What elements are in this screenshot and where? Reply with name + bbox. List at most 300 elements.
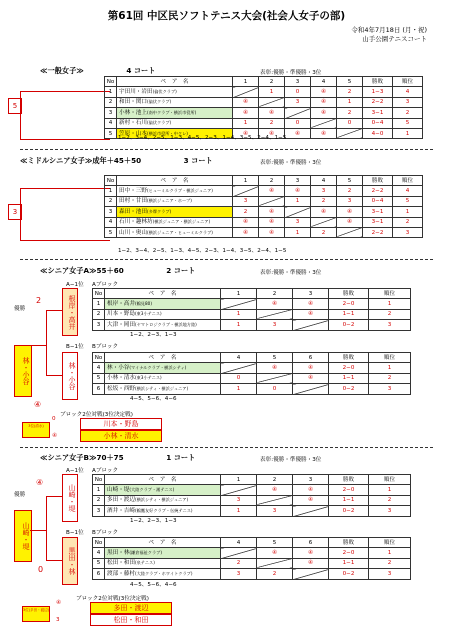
pair-club: (南中クラブ・横浜市役所) <box>146 109 197 115</box>
pair-club: (横浜市役所・中クレ) <box>146 130 188 136</box>
col-6: 6 <box>293 538 329 548</box>
pair-club: (大陸クラブ・ホワイトクラブ) <box>134 570 193 576</box>
record-cell: 2−0 <box>329 548 369 558</box>
col-no: No <box>93 353 105 363</box>
round-robin-table-open <box>104 76 423 139</box>
score-cell: 1 <box>285 227 311 237</box>
table-row <box>105 196 423 206</box>
pair-players: 田村・甘田 <box>119 198 147 205</box>
col-4: 4 <box>311 77 337 87</box>
table-row <box>93 309 411 319</box>
pair-name <box>117 207 233 217</box>
pair-players: 宇田川・岩田 <box>119 89 153 96</box>
col-no: No <box>105 176 117 186</box>
pair-name <box>117 196 233 206</box>
rank-cell: 1 <box>369 485 411 495</box>
col-record: 勝敗 <box>363 176 393 186</box>
col-2: 2 <box>259 77 285 87</box>
score-cell: 1 <box>233 118 259 128</box>
score-cell: 2 <box>337 108 363 118</box>
table-row <box>93 569 411 579</box>
score-cell: ④ <box>311 207 337 217</box>
col-3: 3 <box>293 475 329 485</box>
col-3: 3 <box>285 77 311 87</box>
final-score-a: 2 <box>36 296 42 305</box>
score-cell: 1 <box>221 309 257 319</box>
score-cell: 1 <box>221 320 257 330</box>
rank-cell: 1 <box>393 128 423 138</box>
pair-players: 山崎・堤 <box>107 487 130 494</box>
page-title: 第61回 中区民ソフトテニス大会(社会人女子の部) <box>107 10 346 22</box>
table-row <box>105 97 423 107</box>
pair-players: 川本・野島 <box>107 311 135 318</box>
col-rank: 順位 <box>369 353 411 363</box>
score-cell <box>285 207 311 217</box>
event-venue: 山手公園テニスコート <box>362 35 427 43</box>
third-score-a: 0 <box>52 416 56 422</box>
match-order: 1−2、2−3、1−3 <box>130 518 177 524</box>
round-robin-table-middle-senior <box>104 175 423 238</box>
record-cell: 0−2 <box>329 569 369 579</box>
pair-players: 大津・岡田 <box>107 321 135 328</box>
row-no: 1 <box>93 485 105 495</box>
table-row <box>93 373 411 383</box>
col-1: 1 <box>233 77 259 87</box>
champion-pair: 林・小谷 <box>14 345 32 397</box>
rank-cell: 1 <box>393 207 423 217</box>
finalist-a: 山崎・堤 <box>62 474 78 522</box>
pair-name <box>105 548 221 558</box>
score-cell: ④ <box>259 108 285 118</box>
rank-cell: 1 <box>369 363 411 373</box>
pair-name <box>105 558 221 568</box>
row-no: 3 <box>93 320 105 330</box>
col-pair: ペ ア 名 <box>117 176 233 186</box>
table-header <box>105 77 423 87</box>
score-cell: 3 <box>233 196 259 206</box>
score-cell: 2 <box>337 87 363 97</box>
col-pair: ペ ア 名 <box>105 289 221 299</box>
finalist-b: 黒田・林 <box>62 537 78 585</box>
pair-players: 小林・清水 <box>107 375 135 382</box>
rank-cell: 2 <box>369 558 411 568</box>
col-no: No <box>105 77 117 87</box>
table-row <box>105 207 423 217</box>
col-no: No <box>93 475 105 485</box>
section-divider <box>20 259 433 260</box>
score-cell: ④ <box>233 217 259 227</box>
score-cell: ④ <box>259 207 285 217</box>
score-cell <box>259 196 285 206</box>
row-no: 2 <box>93 495 105 505</box>
score-cell: 3 <box>285 97 311 107</box>
third-place-b: 松田・和田 <box>90 614 172 626</box>
table-row <box>105 227 423 237</box>
col-6: 6 <box>293 353 329 363</box>
pair-name <box>105 299 221 309</box>
pair-club: (東3小テニス) <box>134 375 162 381</box>
bracket-line <box>20 188 110 189</box>
pair-club: (横浜ジュニア・ヒューミルクラブ) <box>146 229 213 235</box>
row-no: 4 <box>105 217 117 227</box>
winner-box: 3 <box>8 204 22 220</box>
rank-cell: 2 <box>369 495 411 505</box>
col-5: 5 <box>257 538 293 548</box>
block-a-label: Aブロック <box>92 468 119 474</box>
champion-pair: 山崎・堤 <box>14 510 32 562</box>
pair-club: (倫伏クラブ) <box>146 99 172 105</box>
court-label: コート <box>133 66 156 75</box>
bracket-line <box>20 91 21 139</box>
score-cell <box>257 309 293 319</box>
row-no: 1 <box>105 186 117 196</box>
pair-name <box>117 108 233 118</box>
score-cell <box>337 128 363 138</box>
pair-name <box>117 217 233 227</box>
col-3: 3 <box>285 176 311 186</box>
winner-box: 5 <box>8 98 22 114</box>
col-4: 4 <box>311 176 337 186</box>
pair-players: 林・小谷 <box>107 365 130 372</box>
rank-cell: 3 <box>393 227 423 237</box>
score-cell: 2 <box>233 207 259 217</box>
third-score-b: ④ <box>52 433 58 439</box>
table-row <box>93 485 411 495</box>
block-b-label: Bブロック <box>92 344 119 350</box>
pair-players: 酒井・吉崎 <box>107 507 135 514</box>
pair-name <box>105 569 221 579</box>
row-no: 1 <box>105 87 117 97</box>
pair-players: 黒田・林 <box>107 550 130 557</box>
score-cell: 2 <box>221 558 257 568</box>
record-cell: 1−1 <box>329 495 369 505</box>
col-rank: 順位 <box>393 77 423 87</box>
score-cell <box>337 227 363 237</box>
rank-cell: 3 <box>369 506 411 516</box>
pair-club: (マイナルクラブ・横浜シティ) <box>129 365 187 371</box>
col-3: 3 <box>293 289 329 299</box>
score-cell: 0 <box>221 373 257 383</box>
pair-club: (横浜ジュニア・横浜ジュニア) <box>152 219 211 225</box>
score-cell <box>221 548 257 558</box>
pair-club: (倫伏クラブ) <box>152 89 177 95</box>
seed-label-b: B−1位 <box>66 530 84 536</box>
pair-name <box>105 320 221 330</box>
score-cell <box>311 217 337 227</box>
score-cell: 2 <box>311 196 337 206</box>
section-title-middle-senior <box>20 156 213 166</box>
col-rank: 順位 <box>369 289 411 299</box>
score-cell: ④ <box>259 227 285 237</box>
score-cell: ④ <box>337 217 363 227</box>
record-cell: 0−4 <box>363 196 393 206</box>
record-cell: 2−2 <box>363 97 393 107</box>
table-header <box>105 176 423 186</box>
col-5: 5 <box>337 77 363 87</box>
score-cell: ④ <box>311 128 337 138</box>
col-record: 勝敗 <box>329 538 369 548</box>
pair-club: (横浜シティ・横浜ジュニア) <box>134 497 189 503</box>
court-label: コート <box>173 266 196 275</box>
col-1: 1 <box>221 475 257 485</box>
score-cell <box>293 384 329 394</box>
record-cell: 1−1 <box>329 558 369 568</box>
score-cell: ④ <box>293 485 329 495</box>
final-score-b: ④ <box>34 400 42 409</box>
rank-cell: 3 <box>369 320 411 330</box>
record-cell: 3−1 <box>363 217 393 227</box>
score-cell: 0 <box>285 118 311 128</box>
row-no: 3 <box>105 108 117 118</box>
section-title-senior-a <box>40 266 195 276</box>
champion-label: 優勝 <box>14 492 26 498</box>
score-cell: 1 <box>285 196 311 206</box>
score-cell: 3 <box>257 506 293 516</box>
score-cell: ④ <box>259 128 285 138</box>
pair-name <box>117 118 233 128</box>
block-a-table-senior-a <box>92 288 411 331</box>
record-cell: 2−2 <box>363 186 393 196</box>
score-cell: ④ <box>285 186 311 196</box>
pair-club: (泉テニス) <box>134 560 155 566</box>
score-cell: ④ <box>311 97 337 107</box>
rank-cell: 3 <box>369 384 411 394</box>
table-row <box>105 118 423 128</box>
score-cell: ④ <box>257 363 293 373</box>
record-cell: 1−1 <box>329 309 369 319</box>
score-cell: 1 <box>221 506 257 516</box>
col-2: 2 <box>257 475 293 485</box>
score-cell: ④ <box>293 363 329 373</box>
block-a-table-senior-b <box>92 474 411 517</box>
col-1: 1 <box>233 176 259 186</box>
score-cell: 0 <box>337 118 363 128</box>
score-cell <box>311 118 337 128</box>
col-record: 勝敗 <box>363 77 393 87</box>
table-header <box>93 475 411 485</box>
seed-label-b: B−1位 <box>66 344 84 350</box>
score-cell: 3 <box>257 320 293 330</box>
score-cell: ④ <box>337 207 363 217</box>
third-score-a: ④ <box>56 600 62 606</box>
rank-cell: 3 <box>393 97 423 107</box>
record-cell: 2−0 <box>329 299 369 309</box>
award-note: 表彰:優勝・準優勝・3位 <box>260 270 322 276</box>
court-number: 2 <box>166 266 172 275</box>
table-row <box>93 558 411 568</box>
record-cell: 0−2 <box>329 320 369 330</box>
row-no: 6 <box>93 569 105 579</box>
pair-name <box>105 506 221 516</box>
final-score-b: 0 <box>38 565 44 574</box>
table-row <box>93 299 411 309</box>
pair-players: 小林・池上 <box>119 109 147 116</box>
third-place-winner: 3位(多田・渡辺) <box>22 606 50 622</box>
score-cell: ④ <box>233 227 259 237</box>
bracket-line <box>20 91 110 92</box>
pair-players: 新村・石川 <box>119 120 147 127</box>
pair-players: 石川・趣林坊 <box>119 219 153 226</box>
table-header <box>93 289 411 299</box>
record-cell: 2−0 <box>329 363 369 373</box>
section-name: ≪シニア女子B≫70＋75 <box>40 453 124 462</box>
score-cell <box>233 186 259 196</box>
col-record: 勝敗 <box>329 475 369 485</box>
pair-name <box>105 495 221 505</box>
pair-club: (ヤマトロジクラブ・横浜地方陸) <box>134 321 197 327</box>
table-row <box>105 87 423 97</box>
section-divider <box>20 447 433 448</box>
pair-players: 笠原・山本 <box>119 130 147 137</box>
score-cell <box>293 569 329 579</box>
bracket-line <box>46 496 47 561</box>
record-cell: 0−4 <box>363 118 393 128</box>
block-b-table-senior-a <box>92 352 411 395</box>
score-cell: 3 <box>221 569 257 579</box>
seed-label-a: A−1位 <box>66 282 84 288</box>
bracket-line <box>30 530 46 531</box>
score-cell: 2 <box>257 569 293 579</box>
table-row <box>93 384 411 394</box>
event-date: 令和4年7月18日 (月・祝) <box>351 26 427 34</box>
score-cell: ④ <box>257 299 293 309</box>
score-cell: ④ <box>311 87 337 97</box>
pair-players: 渡部・藤村 <box>107 570 135 577</box>
block-b-label: Bブロック <box>92 530 119 536</box>
rank-cell: 4 <box>393 87 423 97</box>
bracket-line <box>20 240 110 241</box>
award-note: 表彰:優勝・準優勝・3位 <box>260 160 322 166</box>
third-place-a: 川本・野島 <box>80 418 162 430</box>
record-cell: 2−2 <box>363 227 393 237</box>
score-cell: ④ <box>293 495 329 505</box>
table-header <box>93 538 411 548</box>
table-row <box>93 548 411 558</box>
finalist-a: 根岸・高井 <box>62 288 78 336</box>
pair-name <box>105 373 221 383</box>
final-score-a: ④ <box>36 478 44 487</box>
table-row <box>105 108 423 118</box>
score-cell: 3 <box>221 495 257 505</box>
bracket-line <box>46 560 62 561</box>
row-no: 6 <box>93 384 105 394</box>
table-row <box>93 495 411 505</box>
pair-club: (多摩クラブ) <box>146 208 172 214</box>
score-cell: ④ <box>233 97 259 107</box>
pair-name <box>117 227 233 237</box>
score-cell: ④ <box>311 108 337 118</box>
row-no: 4 <box>105 118 117 128</box>
score-cell <box>257 373 293 383</box>
score-cell: ④ <box>285 128 311 138</box>
table-row <box>105 186 423 196</box>
score-cell: 3 <box>337 196 363 206</box>
pair-club: (倫伏クラブ) <box>146 120 172 126</box>
row-no: 4 <box>93 548 105 558</box>
pair-name <box>117 97 233 107</box>
rank-cell: 1 <box>369 548 411 558</box>
score-cell: 2 <box>259 118 285 128</box>
row-no: 5 <box>93 373 105 383</box>
pair-club: (横浜シティ・横浜ジュニア) <box>134 385 189 391</box>
row-no: 4 <box>93 363 105 373</box>
section-name: ≪ミドルシニア女子≫成年＋45＋50 <box>20 156 142 165</box>
score-cell: ④ <box>293 548 329 558</box>
table-row <box>105 217 423 227</box>
score-cell <box>257 495 293 505</box>
bracket-line <box>20 188 21 240</box>
pair-club: (鎌倉福祉クラブ) <box>129 550 162 556</box>
pair-players: 和田・関口 <box>119 99 147 106</box>
score-cell: ④ <box>293 309 329 319</box>
section-name: ≪一般女子≫ <box>40 66 84 75</box>
col-5: 5 <box>257 353 293 363</box>
pair-name <box>105 309 221 319</box>
seed-label-a: A−1位 <box>66 468 84 474</box>
score-cell: ④ <box>257 485 293 495</box>
row-no: 5 <box>105 128 117 138</box>
score-cell: 1 <box>337 97 363 107</box>
event-date-venue <box>351 26 427 44</box>
rank-cell: 4 <box>393 186 423 196</box>
rank-cell: 2 <box>369 373 411 383</box>
section-title-senior-b <box>40 453 195 463</box>
col-record: 勝敗 <box>329 353 369 363</box>
pair-players: 松田・和田 <box>107 560 135 567</box>
col-4: 4 <box>221 538 257 548</box>
score-cell <box>221 485 257 495</box>
rank-cell: 5 <box>393 118 423 128</box>
section-name: ≪シニア女子A≫55＋60 <box>40 266 124 275</box>
col-2: 2 <box>259 176 285 186</box>
score-cell: ④ <box>293 299 329 309</box>
score-cell <box>221 363 257 373</box>
bracket-line <box>46 310 47 376</box>
col-1: 1 <box>221 289 257 299</box>
table-row <box>93 363 411 373</box>
rank-cell: 2 <box>393 108 423 118</box>
pair-club: (大陸クラブ・湘テニス) <box>129 487 175 493</box>
score-cell: 1 <box>259 87 285 97</box>
score-cell: 1 <box>221 384 257 394</box>
pair-players: 多田・渡辺 <box>107 497 135 504</box>
col-4: 4 <box>221 353 257 363</box>
rank-cell: 3 <box>369 569 411 579</box>
match-order: 4−5、5−6、4−6 <box>130 396 177 402</box>
score-cell <box>285 108 311 118</box>
score-cell: 3 <box>285 217 311 227</box>
record-cell: 1−3 <box>363 87 393 97</box>
row-no: 2 <box>105 196 117 206</box>
score-cell: ④ <box>259 217 285 227</box>
court-number: 1 <box>166 453 172 462</box>
record-cell: 0−2 <box>329 384 369 394</box>
match-order: 1−2、3−4、2−5、1−3、4−5、2−3、1−4、3−5、2−4、1−5 <box>118 135 287 141</box>
block-b-table-senior-b <box>92 537 411 580</box>
row-no: 3 <box>93 506 105 516</box>
match-order: 1−2、3−4、2−5、1−3、4−5、2−3、1−4、3−5、2−4、1−5 <box>118 248 287 254</box>
score-cell <box>221 299 257 309</box>
col-rank: 順位 <box>369 475 411 485</box>
score-cell: 0 <box>285 87 311 97</box>
finalist-b: 林・小谷 <box>62 352 78 400</box>
col-2: 2 <box>257 289 293 299</box>
pair-club: (横浜ジュニア・ホープ) <box>146 198 192 204</box>
record-cell: 3−1 <box>363 207 393 217</box>
score-cell <box>293 506 329 516</box>
rank-cell: 1 <box>369 299 411 309</box>
col-record: 勝敗 <box>329 289 369 299</box>
